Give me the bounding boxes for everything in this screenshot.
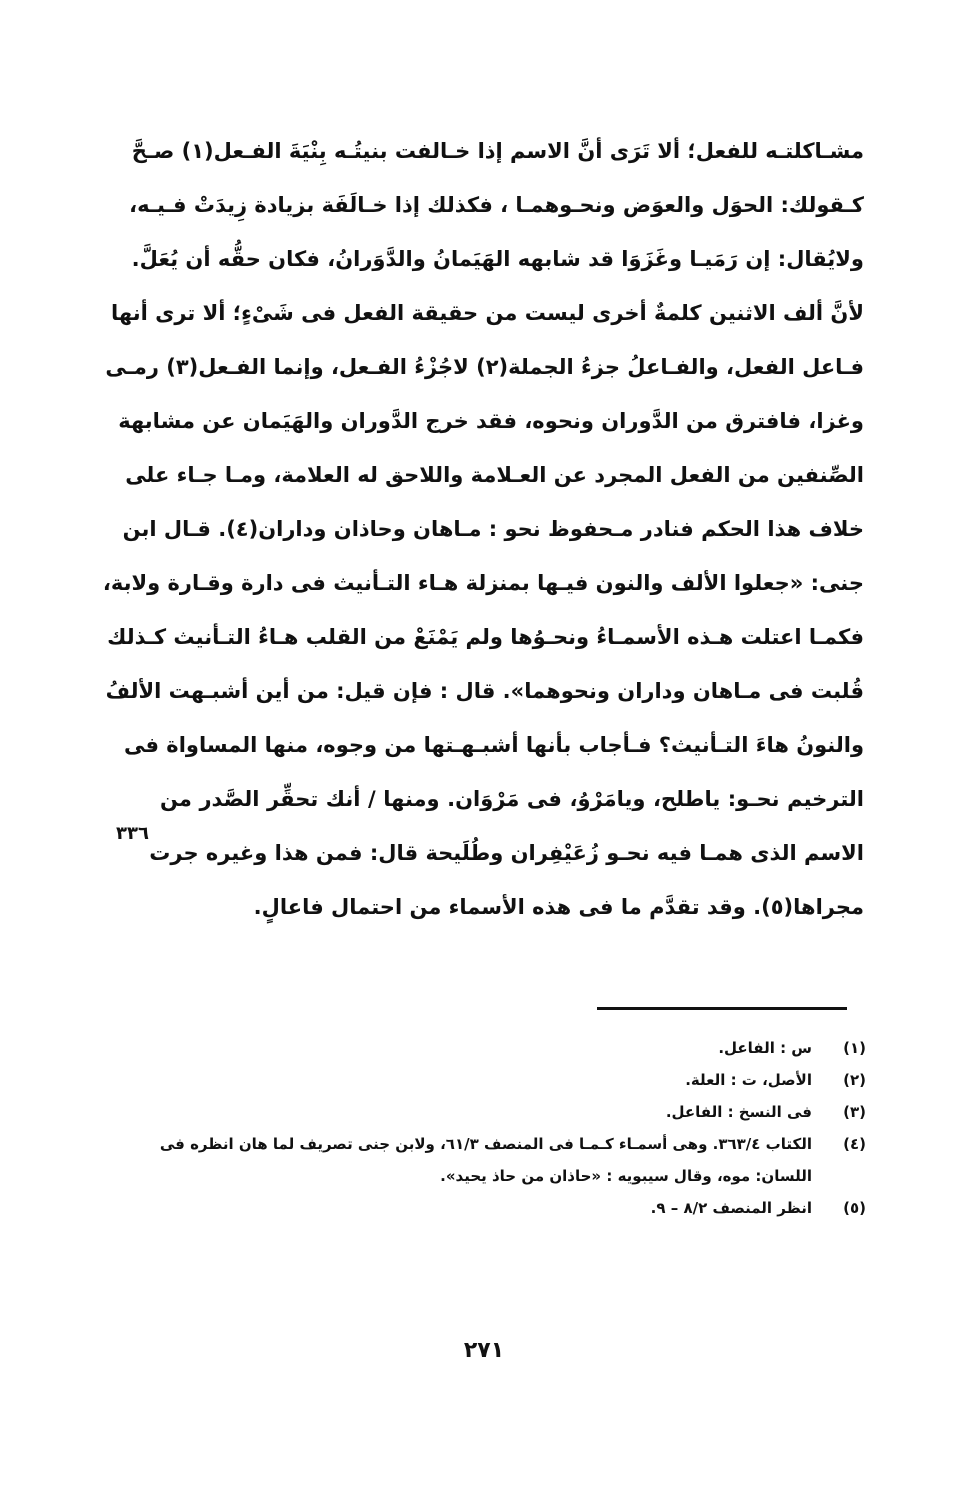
text-line: فـاعل الفعل، والفـاعلُ جزءُ الجملة(٢) لاجُزْءُ الفـعل، وإنما الفـعل(٣) رمـى bbox=[105, 355, 864, 379]
text-line: كـقولك: الحوَل والعوَض ونحـوهمـا ، فكذلك إذا خـالَفَة بزيادة زِيدَتْ فـيـه، bbox=[129, 193, 864, 217]
footnote-number: (٤) bbox=[843, 1135, 866, 1153]
footnote bbox=[150, 1192, 866, 1224]
text-line: الاسم الذى همـا فيه نحـو زُعَيْفِران وطُلَيحة قال: فمن هذا وغيره جرت bbox=[149, 841, 864, 865]
footnote-text: انظر المنصف ٨/٢ – ٩. bbox=[650, 1199, 812, 1217]
footnote-text: فى النسخ : الفاعل. bbox=[665, 1103, 812, 1121]
footnote bbox=[150, 1128, 866, 1192]
footnote bbox=[150, 1064, 866, 1096]
text-line: خلاف هذا الحكم فنادر مـحفوظ نحو : مـاهان وحاذان وداران(٤). قـال ابن bbox=[122, 517, 864, 541]
footnote-number: (٣) bbox=[843, 1103, 866, 1121]
footnote bbox=[150, 1096, 866, 1128]
page-number: ٢٧١ bbox=[463, 1338, 505, 1363]
text-line: مشـاكلتـه للفعل؛ ألا تَرَى أنَّ الاسم إذا خـالفت بنيتُـه بِنْيَةَ الفـعل(١) صـحَّ bbox=[131, 139, 864, 163]
footnote-divider bbox=[597, 1007, 847, 1010]
text-line: والنونُ هاءَ التـأنيث؟ فـأجاب بأنها أشبـهـتها من وجوه، منها المساواة فى bbox=[124, 733, 864, 757]
text-line: مجراها(٥). وقد تقدَّم ما فى هذه الأسماء من احتمال فاعالٍ. bbox=[253, 895, 864, 919]
margin-page-reference: ٣٣٦ bbox=[116, 823, 149, 844]
footnote-text: س : الفاعل. bbox=[718, 1039, 812, 1057]
text-line: ولايُقال: إن رَمَيـا وغَزَوَا قد شابهه الهَيَمانُ والدَّوَرانُ، فكان حقُّه أن يُعَلَّ. bbox=[131, 247, 864, 271]
text-line: الترخيم نحـو: ياطلح، ويامَرْوُ، فى مَرْوَان. ومنها / أنك تحقِّر الصَّدر من bbox=[160, 787, 864, 811]
footnote-number: (٥) bbox=[843, 1199, 866, 1217]
footnote-text: الأصل، ت : العلة. bbox=[685, 1071, 812, 1089]
text-line: لأنَّ ألف الاثنين كلمةٌ أخرى ليست من حقيقة الفعل فى شَىْءٍ؛ ألا ترى أنها bbox=[110, 301, 864, 325]
footnotes bbox=[150, 1032, 866, 1224]
footnote-text: الكتاب ٣٦٣/٤. وهى أسمـاء كـمـا فى المنصف ٦١/٣، ولابن جنى تصريف لما هان انظره فى اللسان: موه، وقال سيبويه : «حاذان من حاذ يحيد». bbox=[159, 1135, 812, 1185]
text-line: جنى: «جعلوا الألف والنون فيـها بمنزلة هـاء التـأنيث فى دارة وقـارة ولابة، bbox=[102, 571, 864, 595]
text-line: وغزا، فافترق من الدَّوران ونحوه، فقد خرج الدَّوران والهَيَمان عن مشابهة bbox=[118, 409, 864, 433]
footnote bbox=[150, 1032, 866, 1064]
text-line: قُلبت فى مـاهان وداران ونحوهما». قال : فإن قيل: من أين أشبـهت الألفُ bbox=[105, 679, 864, 703]
text-line: الصِّنفين من الفعل المجرد عن العـلامة واللاحق له العلامة، ومـا جـاء على bbox=[125, 463, 864, 487]
footnote-number: (٢) bbox=[843, 1071, 866, 1089]
footnote-number: (١) bbox=[843, 1039, 866, 1057]
text-line: فكمـا اعتلت هـذه الأسمـاءُ ونحـوُها ولم يَمْنَعْ من القلب هـاءُ التـأنيث كـذلك bbox=[107, 625, 864, 649]
